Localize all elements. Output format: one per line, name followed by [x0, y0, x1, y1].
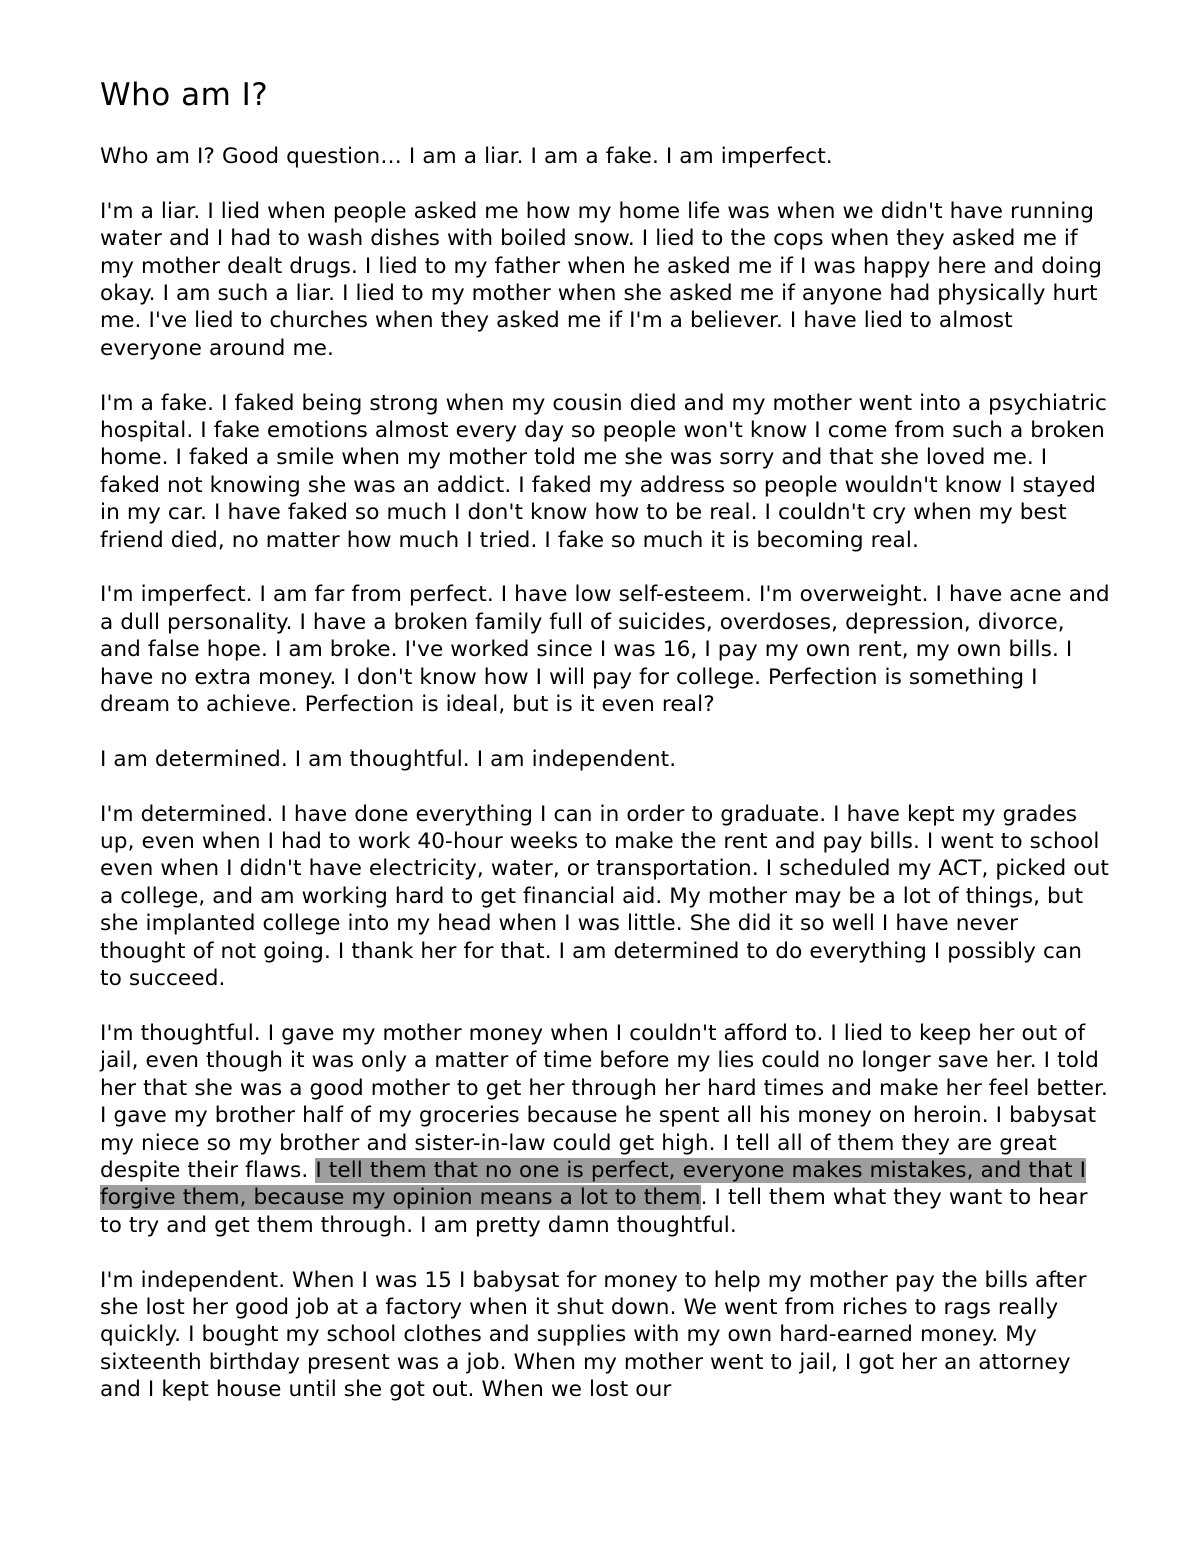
paragraph-summary: I am determined. I am thoughtful. I am independent.	[100, 746, 677, 772]
document-title: Who am I?	[100, 77, 269, 113]
paragraph-imperfect: I'm imperfect. I am far from perfect. I have low self-esteem. I'm overweight. I have acne and a dull personality. I have a broken family full of suicides, overdoses, depression, divorce, and false hope. I am broke. I've worked since I was 16, I pay my own rent, my own bills. I have no extra money. I don't know how I will pay for college. Perfection is something I dream to achieve. Perfection is ideal, but is it even real?	[100, 582, 1110, 718]
paragraph-thoughtful	[100, 1020, 1110, 1239]
paragraph-intro: Who am I? Good question… I am a liar. I am a fake. I am imperfect.	[100, 144, 833, 169]
document-page	[100, 70, 1110, 1431]
thoughtful-text-before: I'm thoughtful. I gave my mother money when I couldn't afford to. I lied to keep her out of jail, even though it was only a matter of time before my lies could no longer save her. I told her that she was a good mother to get her through her hard times and make her feel better. I gave my brother half of my groceries because he spent all his money on heroin. I babysat my niece so my brother and sister-in-law could get high. I tell all of them they are great despite their flaws.	[100, 1020, 1108, 1183]
paragraph-independent: I'm independent. When I was 15 I babysat for money to help my mother pay the bills after she lost her good job at a factory when it shut down. We went from riches to rags really quickly. I bought my school clothes and supplies with my own hard-earned money. My sixteenth birthday present was a job. When my mother went to jail, I got her an attorney and I kept house until she got out. When we lost our	[100, 1267, 1087, 1403]
paragraph-determined: I'm determined. I have done everything I can in order to graduate. I have kept my grades up, even when I had to work 40-hour weeks to make the rent and pay bills. I went to school even when I didn't have electricity, water, or transportation. I scheduled my ACT, picked out a college, and am working hard to get financial aid. My mother may be a lot of things, but she implanted college into my head when I was little. She did it so well I have never thought of not going. I thank her for that. I am determined to do everything I possibly can to succeed.	[100, 801, 1109, 992]
paragraph-liar: I'm a liar. I lied when people asked me how my home life was when we didn't have running water and I had to wash dishes with boiled snow. I lied to the cops when they asked me if my mother dealt drugs. I lied to my father when he asked me if I was happy here and doing okay. I am such a liar. I lied to my mother when she asked me if anyone had physically hurt me. I've lied to churches when they asked me if I'm a believer. I have lied to almost everyone around me.	[100, 198, 1103, 361]
thoughtful-text-after: . I tell them what they want to hear to try and get them through. I am pretty damn thoughtful.	[100, 1185, 1088, 1238]
paragraph-fake: I'm a fake. I faked being strong when my cousin died and my mother went into a psychiatric hospital. I fake emotions almost every day so people won't know I come from such a broken home. I faked a smile when my mother told me she was sorry and that she loved me. I faked not knowing she was an addict. I faked my address so people wouldn't know I stayed in my car. I have faked so much I don't know how to be real. I couldn't cry when my best friend died, no matter how much I tried. I fake so much it is becoming real.	[100, 390, 1107, 553]
highlighted-text-selection[interactable]: I tell them that no one is perfect, everyone makes mistakes, and that I forgive them, because my opinion means a lot to them	[100, 1157, 1087, 1211]
